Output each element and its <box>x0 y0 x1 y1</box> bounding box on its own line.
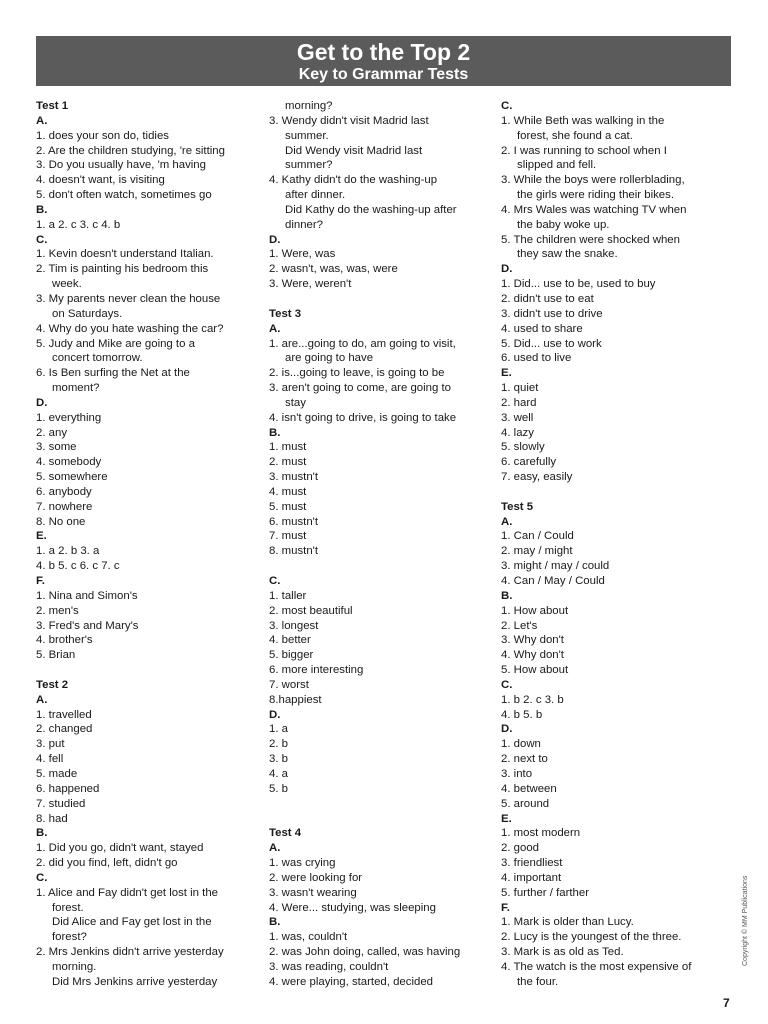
answer-line: 1. are...going to do, am going to visit, <box>269 337 456 350</box>
answer-line: 1. a 2. b 3. a <box>36 545 100 558</box>
answer-line: 2. wasn't, was, was, were <box>269 263 398 276</box>
answer-line: 4. lazy <box>501 426 534 439</box>
answer-line: 2. Lucy is the youngest of the three. <box>501 931 682 944</box>
answer-line: are going to have <box>285 352 374 365</box>
answer-line: 3. While the boys were rollerblading, <box>501 174 685 187</box>
answer-line: 4. Why don't <box>501 649 564 662</box>
answer-line: 3. friendliest <box>501 857 563 870</box>
answer-line: 8. mustn't <box>269 545 319 558</box>
answer-line: 4. doesn't want, is visiting <box>36 174 165 187</box>
answer-line: forest. <box>52 901 84 914</box>
answer-line: 2. was John doing, called, was having <box>269 946 461 959</box>
answer-line: 1. Alice and Fay didn't get lost in the <box>36 886 219 899</box>
answer-line: 2. Let's <box>501 619 538 632</box>
answer-column-3 <box>501 99 729 990</box>
spacer <box>269 292 491 307</box>
answer-line: 4. must <box>269 485 307 498</box>
answer-line: 1. How about <box>501 604 569 617</box>
answer-line: 4. brother's <box>36 634 93 647</box>
answer-line: moment? <box>52 382 100 395</box>
section-heading: E. <box>501 367 512 380</box>
answer-line: 3. Mark is as old as Ted. <box>501 946 624 959</box>
answer-line: 4. Were... studying, was sleeping <box>269 901 436 914</box>
answer-line: morning? <box>285 100 333 112</box>
answer-line: 5. How about <box>501 664 569 677</box>
answer-line: 4. Can / May / Could <box>501 575 605 587</box>
section-heading: Test 2 <box>36 678 69 691</box>
answer-line: 3. My parents never clean the house <box>36 292 221 305</box>
section-heading: F. <box>501 901 510 914</box>
answer-line: 4. The watch is the most expensive of <box>501 960 692 973</box>
answer-line: 5. somewhere <box>36 471 108 484</box>
answer-line: 4. important <box>501 871 562 884</box>
page-number: 7 <box>723 996 730 1010</box>
section-heading: B. <box>36 203 48 216</box>
answer-line: 2. may / might <box>501 545 573 558</box>
answer-line: 2. Are the children studying, 're sitting <box>36 144 225 157</box>
answer-line: 4. better <box>269 634 311 647</box>
section-heading: E. <box>36 530 47 543</box>
answer-line: 2. Tim is painting his bedroom this <box>36 263 209 276</box>
answer-line: 2. next to <box>501 753 548 766</box>
answer-line: 1. most modern <box>501 827 581 840</box>
page-title: Get to the Top 2 <box>296 39 471 65</box>
answer-line: 3. put <box>36 738 65 751</box>
section-heading: D. <box>501 723 513 736</box>
section-heading: B. <box>269 426 281 439</box>
answer-line: 3. Why don't <box>501 634 564 647</box>
answer-line: summer. <box>285 129 329 142</box>
page-subtitle: Key to Grammar Tests <box>298 66 469 83</box>
answer-line: 2. did you find, left, didn't go <box>36 857 178 870</box>
section-heading: Test 5 <box>501 500 534 513</box>
answer-line: 4. were playing, started, decided <box>269 975 433 988</box>
answer-line: 1. Can / Could <box>501 530 574 543</box>
answer-line: 1. Were, was <box>269 248 336 261</box>
answer-line: 3. well <box>501 411 534 424</box>
answer-line: 5. Did... use to work <box>501 337 602 350</box>
answer-line: Did Wendy visit Madrid last <box>285 144 423 157</box>
answer-line: 4. b 5. c 6. c 7. c <box>36 560 120 573</box>
section-heading: C. <box>501 678 513 691</box>
answer-line: 1. Mark is older than Lucy. <box>501 916 634 929</box>
answer-line: 5. made <box>36 767 78 780</box>
answer-line: 5. must <box>269 500 307 513</box>
section-heading: Test 3 <box>269 307 302 320</box>
answer-line: 3. was reading, couldn't <box>269 960 389 973</box>
answer-line: 2. b <box>269 738 288 751</box>
answer-line: 7. easy, easily <box>501 471 573 484</box>
section-heading: C. <box>36 233 48 246</box>
answer-line: 3. Fred's and Mary's <box>36 619 139 632</box>
answer-line: the girls were riding their bikes. <box>517 189 675 202</box>
answer-line: the baby woke up. <box>517 218 610 231</box>
answer-line: 7. must <box>269 530 307 543</box>
answer-line: 1. travelled <box>36 708 92 721</box>
answer-line: morning. <box>52 960 97 973</box>
answer-line: 1. taller <box>269 589 307 602</box>
answer-line: 4. somebody <box>36 456 102 469</box>
answer-line: 1. does your son do, tidies <box>36 129 169 142</box>
answer-line: 6. anybody <box>36 485 92 498</box>
section-heading: D. <box>36 396 48 409</box>
answer-line: 6. mustn't <box>269 515 319 528</box>
spacer <box>269 812 491 827</box>
answer-line: Did Kathy do the washing-up after <box>285 203 457 216</box>
answer-line: stay <box>285 396 306 409</box>
section-heading: C. <box>36 871 48 884</box>
answer-line: 7. worst <box>269 678 309 691</box>
answer-column-1 <box>36 99 258 990</box>
answer-line: dinner? <box>285 218 323 231</box>
answer-line: 6. Is Ben surfing the Net at the <box>36 367 190 380</box>
answer-line: 1. quiet <box>501 382 539 395</box>
answer-line: 1. While Beth was walking in the <box>501 114 665 127</box>
section-heading: B. <box>269 916 281 929</box>
answer-line: 5. don't often watch, sometimes go <box>36 189 212 202</box>
answer-line: 3. might / may / could <box>501 560 610 573</box>
answer-line: 2. must <box>269 456 307 469</box>
answer-line: 7. studied <box>36 797 86 810</box>
answer-line: 1. was, couldn't <box>269 931 348 944</box>
answer-line: 2. is...going to leave, is going to be <box>269 367 445 380</box>
answer-line: 3. longest <box>269 619 319 632</box>
answer-line: 3. some <box>36 441 77 454</box>
answer-line: 3. Wendy didn't visit Madrid last <box>269 114 429 127</box>
answer-line: 1. a <box>269 723 288 736</box>
answer-line: 1. b 2. c 3. b <box>501 693 564 706</box>
section-heading: D. <box>501 263 513 276</box>
answer-line: 6. used to live <box>501 352 572 365</box>
answer-line: 3. mustn't <box>269 471 319 484</box>
answer-line: slipped and fell. <box>517 159 597 172</box>
answer-line: 4. fell <box>36 753 64 766</box>
answer-line: 2. hard <box>501 396 537 409</box>
answer-line: 5. The children were shocked when <box>501 233 680 246</box>
answer-line: 2. any <box>36 426 68 439</box>
section-heading: B. <box>501 589 513 602</box>
answer-line: 5. Brian <box>36 649 76 662</box>
section-heading: E. <box>501 812 512 825</box>
answer-line: 1. down <box>501 738 541 751</box>
section-heading: A. <box>36 114 48 127</box>
answer-line: 4. Kathy didn't do the washing-up <box>269 174 438 187</box>
copyright-notice: Copyright © MM Publications <box>742 875 749 966</box>
answer-line: 4. Why do you hate washing the car? <box>36 322 224 335</box>
spacer <box>269 797 491 812</box>
answer-line: 5. b <box>269 782 288 795</box>
section-heading: D. <box>269 233 281 246</box>
section-heading: A. <box>269 322 281 335</box>
answer-line: 5. Judy and Mike are going to a <box>36 337 195 350</box>
section-heading: Test 4 <box>269 827 302 840</box>
answer-line: 3. into <box>501 767 533 780</box>
answer-line: 5. around <box>501 797 550 810</box>
answer-line: 7. nowhere <box>36 500 93 513</box>
section-heading: C. <box>269 575 281 587</box>
answer-column-2 <box>269 99 491 990</box>
section-heading: Test 1 <box>36 100 69 112</box>
answer-line: 1. a 2. c 3. c 4. b <box>36 218 121 231</box>
answer-line: 8.happiest <box>269 693 322 706</box>
answer-line: 2. good <box>501 842 540 855</box>
spacer <box>36 663 258 678</box>
answer-line: the four. <box>517 975 559 988</box>
answer-line: 5. bigger <box>269 649 314 662</box>
answer-line: 2. didn't use to eat <box>501 292 594 305</box>
answer-line: week. <box>52 278 82 291</box>
answer-line: 4. used to share <box>501 322 583 335</box>
answer-line: 4. between <box>501 782 557 795</box>
answer-line: 2. I was running to school when I <box>501 144 667 157</box>
answer-line: 1. must <box>269 441 307 454</box>
answer-line: 2. changed <box>36 723 93 736</box>
answer-line: summer? <box>285 159 333 172</box>
answer-line: 6. carefully <box>501 456 557 469</box>
spacer <box>269 559 491 574</box>
answer-line: 8. No one <box>36 515 86 528</box>
answer-line: 1. Did... use to be, used to buy <box>501 278 656 291</box>
section-heading: A. <box>501 515 513 528</box>
answer-line: 4. Mrs Wales was watching TV when <box>501 203 687 216</box>
answer-line: 4. isn't going to drive, is going to take <box>269 411 457 424</box>
answer-line: Did Alice and Fay get lost in the <box>52 916 212 929</box>
answer-line: 2. most beautiful <box>269 604 353 617</box>
answer-line: 1. Did you go, didn't want, stayed <box>36 842 204 855</box>
section-heading: A. <box>36 693 48 706</box>
answer-line: 1. Kevin doesn't understand Italian. <box>36 248 214 261</box>
answer-line: 4. a <box>269 767 288 780</box>
answer-line: 3. wasn't wearing <box>269 886 357 899</box>
section-heading: B. <box>36 827 48 840</box>
section-heading: A. <box>269 842 281 855</box>
answer-line: they saw the snake. <box>517 248 618 261</box>
answer-line: after dinner. <box>285 189 346 202</box>
section-heading: D. <box>269 708 281 721</box>
section-heading: F. <box>36 575 45 587</box>
answer-line: on Saturdays. <box>52 307 123 320</box>
answer-line: 6. more interesting <box>269 664 364 677</box>
answer-line: 8. had <box>36 812 68 825</box>
answer-line: 5. further / farther <box>501 886 589 899</box>
spacer <box>501 485 729 500</box>
answer-line: 3. aren't going to come, are going to <box>269 382 452 395</box>
answer-line: 3. didn't use to drive <box>501 307 603 320</box>
answer-line: 6. happened <box>36 782 100 795</box>
answer-line: forest, she found a cat. <box>517 129 633 142</box>
answer-line: concert tomorrow. <box>52 352 143 365</box>
answer-line: forest? <box>52 931 87 944</box>
answer-line: 2. were looking for <box>269 871 363 884</box>
section-heading: C. <box>501 100 513 112</box>
answer-line: 2. men's <box>36 604 79 617</box>
answer-line: 1. Nina and Simon's <box>36 589 138 602</box>
answer-line: 3. Do you usually have, 'm having <box>36 159 206 172</box>
answer-line: 3. Were, weren't <box>269 278 352 291</box>
answer-line: 1. was crying <box>269 857 336 870</box>
answer-line: 5. slowly <box>501 441 545 454</box>
answer-line: 3. b <box>269 753 288 766</box>
answer-line: 2. Mrs Jenkins didn't arrive yesterday <box>36 946 224 959</box>
answer-line: Did Mrs Jenkins arrive yesterday <box>52 975 218 988</box>
answer-line: 1. everything <box>36 411 102 424</box>
page-header <box>36 36 731 86</box>
answer-line: 4. b 5. b <box>501 708 543 721</box>
